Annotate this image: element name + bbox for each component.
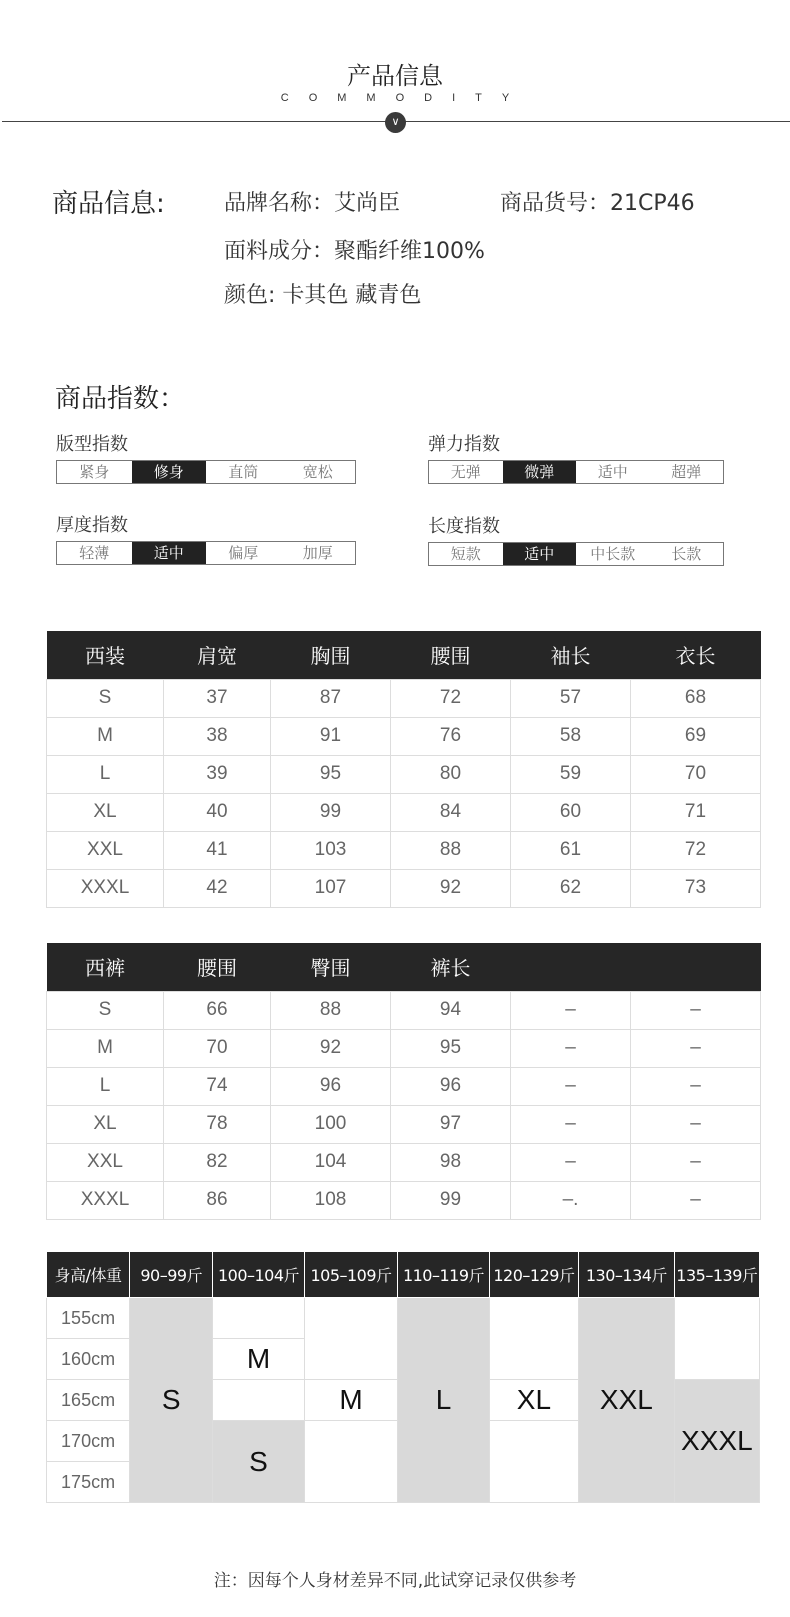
empty-cell (304, 1421, 398, 1503)
table-row (47, 1029, 761, 1067)
table-header-row (47, 943, 761, 991)
disclaimer-note: 注：因每个人身材差异不同,此试穿记录仅供参考 (213, 1571, 577, 1591)
measurement-cell: 38 (164, 717, 271, 755)
measurement-cell: 88 (271, 991, 391, 1029)
size-cell: L (398, 1298, 489, 1503)
measurement-cell: 95 (271, 755, 391, 793)
index-scale (428, 460, 724, 484)
table-row (47, 1298, 760, 1339)
index-option: 加厚 (302, 544, 333, 562)
measurement-cell: 87 (271, 679, 391, 717)
section-subtitle: COMMODITY (280, 92, 530, 104)
size-cell: XXXL (674, 1380, 759, 1503)
table-header-cell: 西裤 (47, 943, 164, 991)
table-header-cell: 腰围 (391, 631, 511, 679)
empty-cell (213, 1298, 304, 1339)
section-title: 产品信息 (347, 62, 443, 90)
size-cell: S (213, 1421, 304, 1503)
measurement-cell: 88 (391, 831, 511, 869)
table-body (47, 679, 761, 907)
measurement-cell: 69 (631, 717, 761, 755)
measurement-cell: 100 (271, 1105, 391, 1143)
measurement-cell: – (511, 1143, 631, 1181)
table-row (47, 1181, 761, 1219)
table-header-cell (631, 943, 761, 991)
measurement-cell: 95 (391, 1029, 511, 1067)
index-scale (56, 460, 356, 484)
measurement-cell: – (631, 1067, 761, 1105)
index-name: 版型指数 (56, 434, 128, 455)
table-header-cell: 90–99斤 (130, 1252, 213, 1298)
index-scale (56, 541, 356, 565)
index-option: 中长款 (590, 545, 636, 563)
measurement-cell: 58 (511, 717, 631, 755)
index-option: 宽松 (302, 463, 333, 481)
index-name: 厚度指数 (56, 515, 128, 536)
table-header-cell: 105–109斤 (304, 1252, 398, 1298)
size-label: XXL (47, 1143, 164, 1181)
size-label: M (47, 717, 164, 755)
size-cell: XXL (579, 1298, 675, 1503)
size-label: S (47, 679, 164, 717)
table-row (47, 717, 761, 755)
size-label: L (47, 1067, 164, 1105)
measurement-cell: 73 (631, 869, 761, 907)
measurement-cell: 71 (631, 793, 761, 831)
measurement-cell: – (511, 1029, 631, 1067)
height-label: 165cm (47, 1380, 130, 1421)
table-row (47, 1105, 761, 1143)
pants-size-table (46, 943, 761, 1220)
size-cell: S (130, 1298, 213, 1503)
index-option: 适中 (132, 542, 207, 564)
size-label: M (47, 1029, 164, 1067)
measurement-cell: – (511, 1067, 631, 1105)
chevron-down-icon: ∨ (385, 112, 406, 133)
index-option: 紧身 (79, 463, 110, 481)
measurement-cell: – (631, 991, 761, 1029)
measurement-cell: – (511, 991, 631, 1029)
size-label: XXXL (47, 1181, 164, 1219)
size-cell: XL (489, 1380, 578, 1421)
table-header-cell: 胸围 (271, 631, 391, 679)
measurement-cell: 41 (164, 831, 271, 869)
table-header-row (47, 1252, 760, 1298)
table-row (47, 1143, 761, 1181)
table-body (47, 991, 761, 1219)
measurement-cell: 62 (511, 869, 631, 907)
measurement-cell: – (511, 1105, 631, 1143)
table-header-cell: 肩宽 (164, 631, 271, 679)
measurement-cell: –. (511, 1181, 631, 1219)
product-sku: 商品货号：21CP46 (500, 191, 695, 216)
index-scale (428, 542, 724, 566)
table-header-cell (511, 943, 631, 991)
fabric-composition: 面料成分：聚酯纤维100% (224, 239, 485, 264)
stretch-index (428, 430, 724, 484)
empty-cell (674, 1298, 759, 1380)
table-row (47, 869, 761, 907)
measurement-cell: – (631, 1029, 761, 1067)
measurement-cell: 61 (511, 831, 631, 869)
table-row (47, 755, 761, 793)
size-label: XL (47, 793, 164, 831)
height-label: 155cm (47, 1298, 130, 1339)
index-name: 弹力指数 (428, 434, 500, 455)
measurement-cell: 91 (271, 717, 391, 755)
table-header-cell: 100–104斤 (213, 1252, 304, 1298)
empty-cell (489, 1298, 578, 1380)
measurement-cell: 80 (391, 755, 511, 793)
empty-cell (213, 1380, 304, 1421)
index-option: 偏厚 (228, 544, 259, 562)
measurement-cell: – (631, 1181, 761, 1219)
measurement-cell: 37 (164, 679, 271, 717)
index-option: 短款 (450, 545, 481, 563)
product-colors: 颜色: 卡其色 藏青色 (224, 283, 422, 308)
table-header-cell: 120–129斤 (489, 1252, 578, 1298)
measurement-cell: 78 (164, 1105, 271, 1143)
size-label: XXL (47, 831, 164, 869)
index-option: 轻薄 (79, 544, 110, 562)
measurement-cell: 68 (631, 679, 761, 717)
measurement-cell: 96 (391, 1067, 511, 1105)
table-row (47, 679, 761, 717)
measurement-cell: 70 (164, 1029, 271, 1067)
measurement-cell: 104 (271, 1143, 391, 1181)
suit-size-table (46, 631, 761, 908)
height-label: 170cm (47, 1421, 130, 1462)
measurement-cell: 57 (511, 679, 631, 717)
measurement-cell: 82 (164, 1143, 271, 1181)
table-row (47, 991, 761, 1029)
index-option: 微弹 (503, 461, 577, 483)
index-option: 直筒 (228, 463, 259, 481)
measurement-cell: 86 (164, 1181, 271, 1219)
size-label: L (47, 755, 164, 793)
table-header-cell: 西装 (47, 631, 164, 679)
table-header-cell: 135–139斤 (674, 1252, 759, 1298)
measurement-cell: 96 (271, 1067, 391, 1105)
measurement-cell: 42 (164, 869, 271, 907)
table-header-cell: 腰围 (164, 943, 271, 991)
measurement-cell: 59 (511, 755, 631, 793)
table-header-row (47, 631, 761, 679)
measurement-cell: 92 (271, 1029, 391, 1067)
index-option: 超弹 (671, 463, 702, 481)
empty-cell (304, 1298, 398, 1380)
measurement-cell: 40 (164, 793, 271, 831)
measurement-cell: 94 (391, 991, 511, 1029)
fit-recommendation-table (46, 1251, 760, 1503)
thickness-index (56, 511, 356, 565)
index-name: 长度指数 (428, 516, 500, 537)
empty-cell (489, 1421, 578, 1503)
measurement-cell: 97 (391, 1105, 511, 1143)
measurement-cell: 84 (391, 793, 511, 831)
measurement-cell: 98 (391, 1143, 511, 1181)
measurement-cell: – (631, 1105, 761, 1143)
table-row (47, 793, 761, 831)
measurement-cell: 74 (164, 1067, 271, 1105)
table-header-cell: 身高/体重 (47, 1252, 130, 1298)
measurement-cell: 66 (164, 991, 271, 1029)
index-option: 无弹 (450, 463, 481, 481)
index-option: 适中 (503, 543, 577, 565)
length-index (428, 512, 724, 566)
table-header-cell: 臀围 (271, 943, 391, 991)
measurement-cell: 107 (271, 869, 391, 907)
size-label: XL (47, 1105, 164, 1143)
measurement-cell: 39 (164, 755, 271, 793)
info-label: 商品信息: (52, 189, 165, 219)
size-cell: M (213, 1339, 304, 1380)
table-header-cell: 130–134斤 (579, 1252, 675, 1298)
measurement-cell: 99 (271, 793, 391, 831)
table-header-cell: 裤长 (391, 943, 511, 991)
table-header-cell: 袖长 (511, 631, 631, 679)
index-option: 修身 (132, 461, 207, 483)
measurement-cell: 72 (631, 831, 761, 869)
measurement-cell: – (631, 1143, 761, 1181)
size-label: XXXL (47, 869, 164, 907)
table-row (47, 831, 761, 869)
fit-index (56, 430, 356, 484)
table-row (47, 1067, 761, 1105)
height-label: 175cm (47, 1462, 130, 1503)
measurement-cell: 76 (391, 717, 511, 755)
measurement-cell: 99 (391, 1181, 511, 1219)
brand-name: 品牌名称：艾尚臣 (224, 191, 401, 216)
measurement-cell: 72 (391, 679, 511, 717)
indices-title: 商品指数： (55, 384, 186, 414)
measurement-cell: 103 (271, 831, 391, 869)
measurement-cell: 92 (391, 869, 511, 907)
index-option: 长款 (671, 545, 702, 563)
height-label: 160cm (47, 1339, 130, 1380)
measurement-cell: 70 (631, 755, 761, 793)
size-cell: M (304, 1380, 398, 1421)
measurement-cell: 108 (271, 1181, 391, 1219)
table-header-cell: 衣长 (631, 631, 761, 679)
index-option: 适中 (597, 463, 628, 481)
measurement-cell: 60 (511, 793, 631, 831)
size-label: S (47, 991, 164, 1029)
table-header-cell: 110–119斤 (398, 1252, 489, 1298)
